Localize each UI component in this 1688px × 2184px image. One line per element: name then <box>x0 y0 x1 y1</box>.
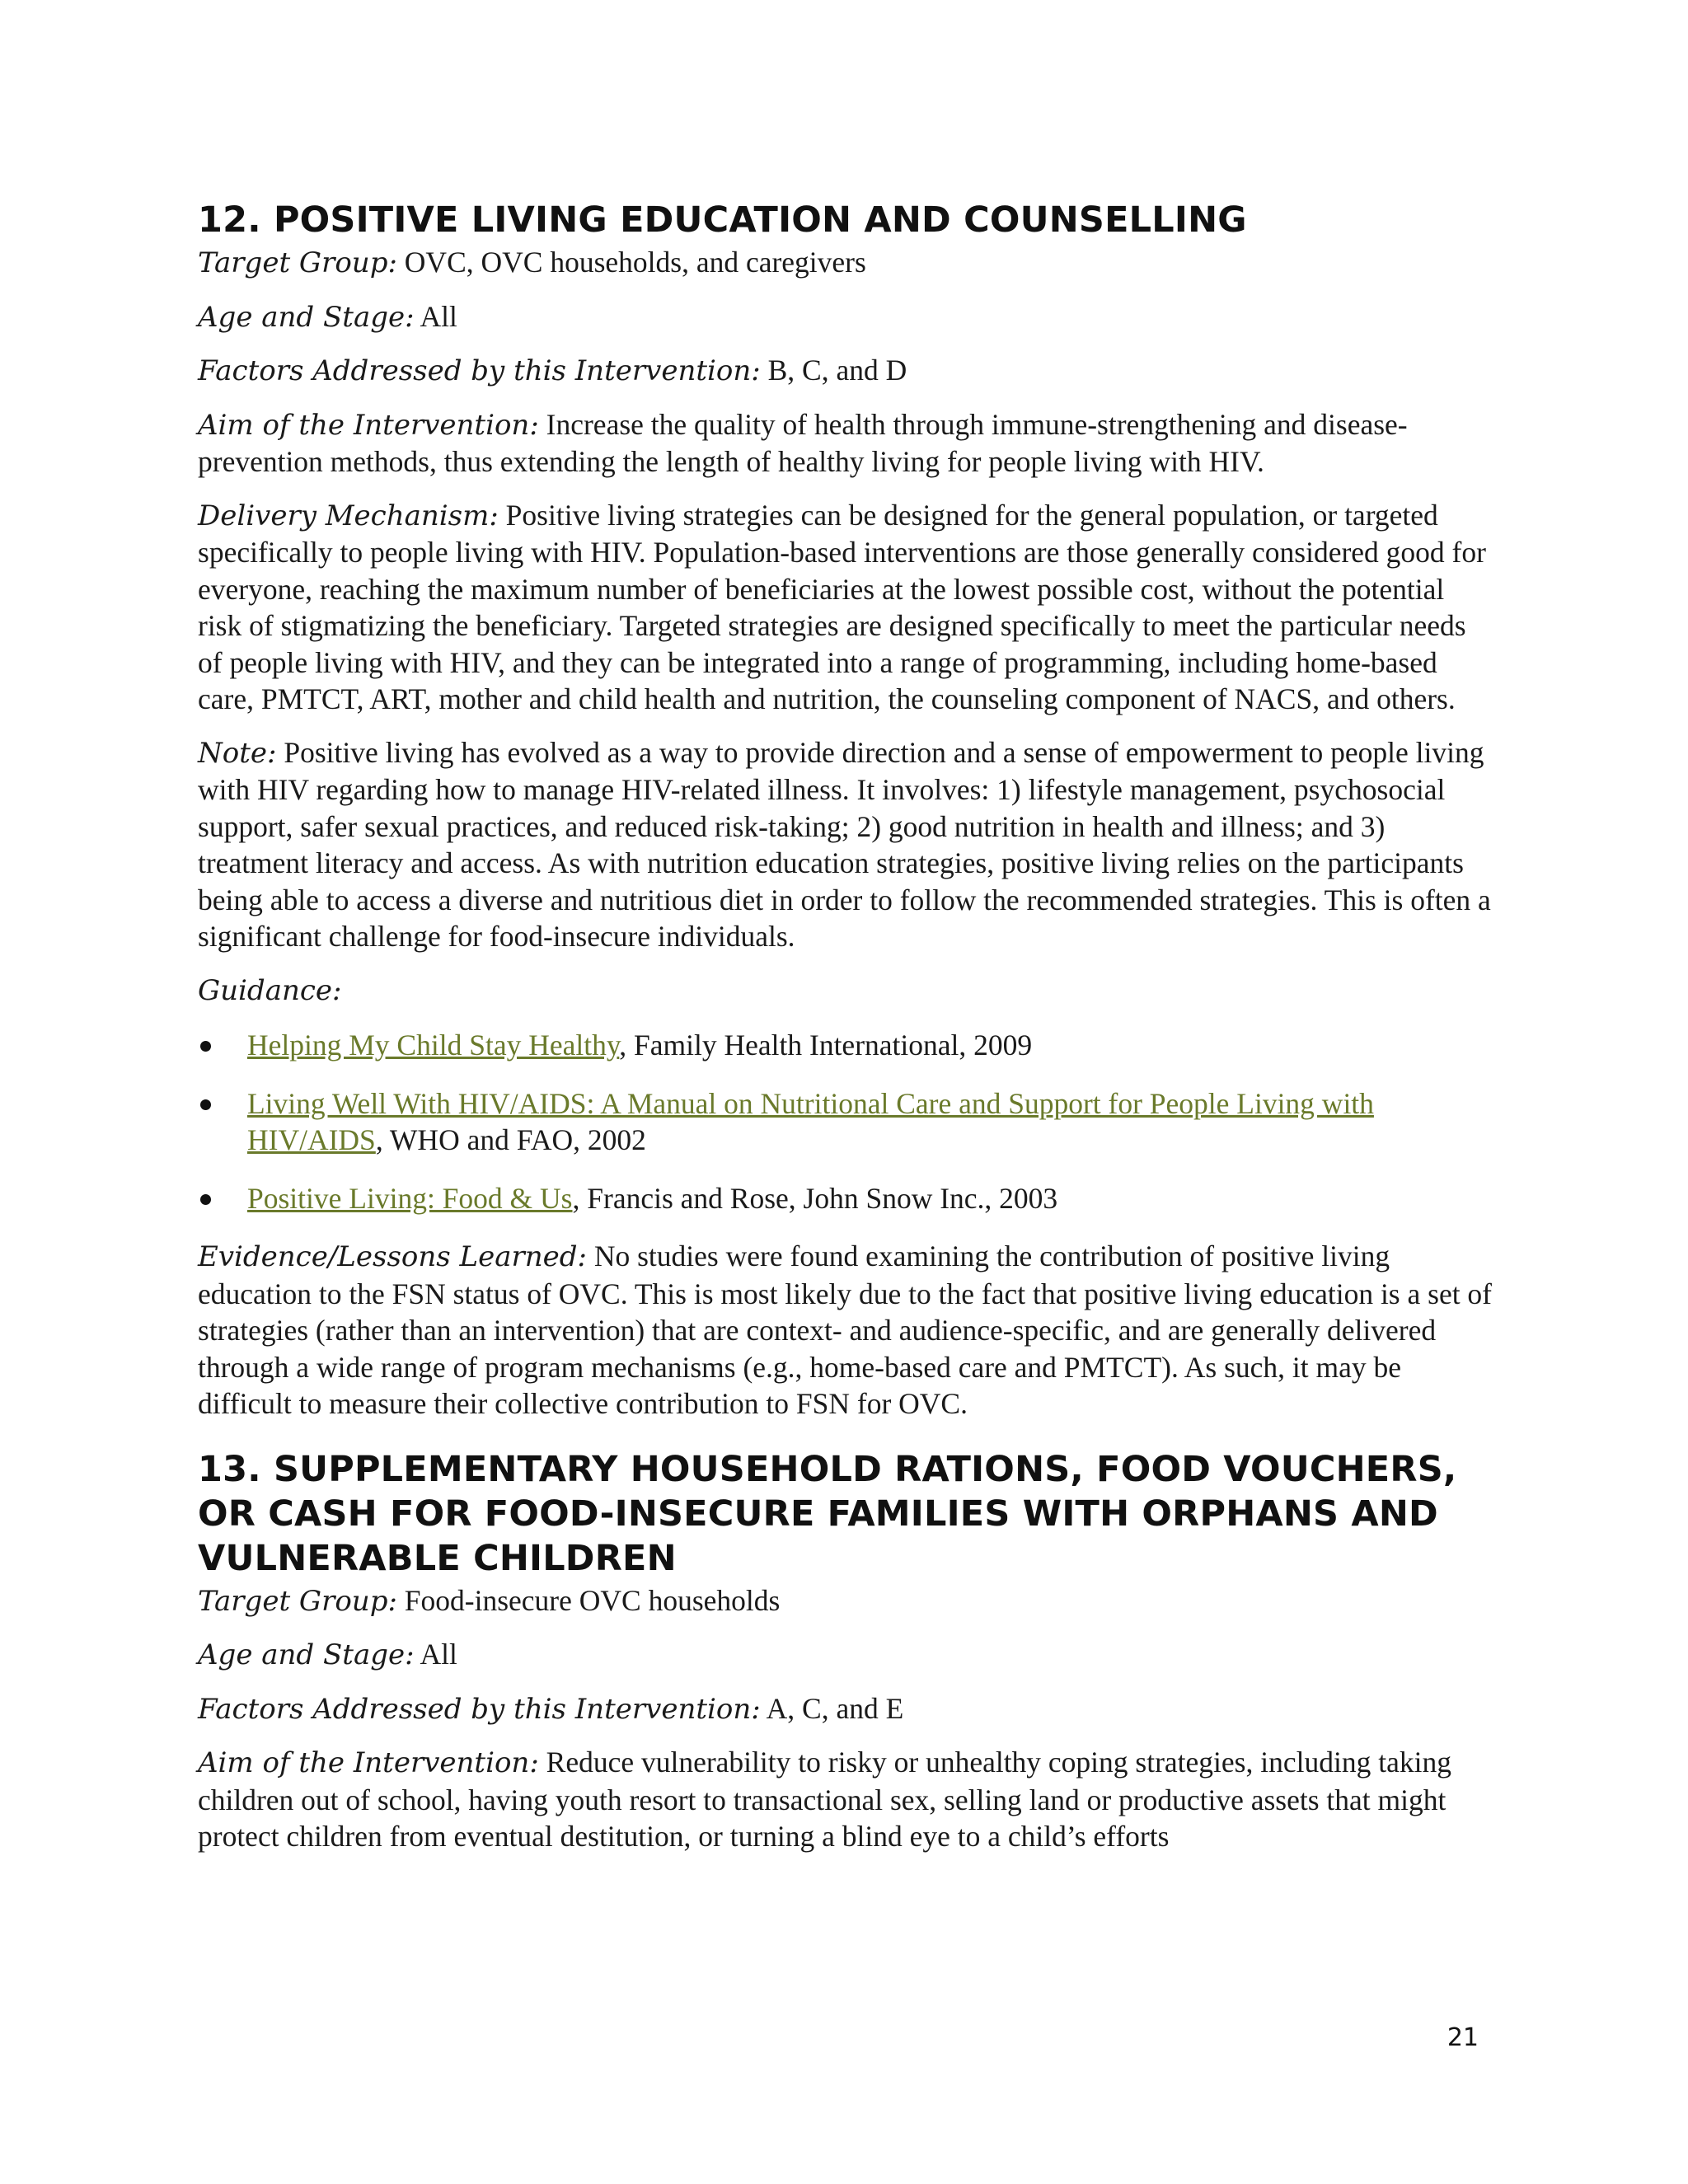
age-stage-label: Age and Stage: <box>198 300 415 334</box>
delivery-paragraph <box>198 497 1492 718</box>
guidance-link-living-well[interactable]: Living Well With HIV/AIDS: A Manual on Nutritional Care and Support for People Living with HIV/AIDS <box>247 1086 1374 1156</box>
factors-field <box>198 1690 1492 1728</box>
guidance-label: Guidance: <box>198 973 342 1007</box>
target-group-field <box>198 1582 1492 1620</box>
guidance-heading <box>198 972 1492 1010</box>
aim-text: Increase the quality of health through immune-strengthening and disease-prevention methods, thus extending the length of healthy living for people living with HIV. <box>198 407 1408 478</box>
section-13-heading: 13. SUPPLEMENTARY HOUSEHOLD RATIONS, FOOD VOUCHERS, OR CASH FOR FOOD-INSECURE FAMILIES WITH ORPHANS AND VULNERABLE CHILDREN <box>198 1448 1457 1579</box>
evidence-paragraph <box>198 1238 1492 1422</box>
age-stage-field <box>198 1636 1492 1674</box>
target-group-field <box>198 244 1492 282</box>
aim-paragraph <box>198 406 1492 480</box>
aim-paragraph <box>198 1744 1492 1855</box>
target-group-value: Food-insecure OVC households <box>396 1583 781 1617</box>
guidance-link-helping-my-child[interactable]: Helping My Child Stay Healthy <box>247 1029 620 1062</box>
delivery-label: Delivery Mechanism: <box>198 499 499 532</box>
guidance-item <box>198 1085 1492 1159</box>
factors-field <box>198 352 1492 390</box>
guidance-citation: , Francis and Rose, John Snow Inc., 2003 <box>572 1181 1058 1215</box>
bullet-icon <box>200 1194 211 1205</box>
factors-value: A, C, and E <box>760 1691 904 1725</box>
evidence-text: No studies were found examining the contribution of positive living education to the FSN status of OVC. This is most likely due to the fact that positive living education is a set of strategies (rather than an intervention) that are context- and audience-specific, and are generally delivered through a wide range of program mechanisms (e.g., home-based care and PMTCT). As such, it may be difficult to measure their collective contribution to FSN for OVC. <box>198 1240 1493 1420</box>
note-paragraph <box>198 734 1492 955</box>
note-label: Note: <box>198 736 277 770</box>
guidance-item <box>198 1027 1492 1064</box>
target-group-label: Target Group: <box>198 1584 397 1618</box>
guidance-item <box>198 1180 1492 1217</box>
target-group-label: Target Group: <box>198 246 397 279</box>
age-stage-field <box>198 298 1492 336</box>
evidence-label: Evidence/Lessons Learned: <box>198 1240 587 1273</box>
note-text: Positive living has evolved as a way to provide direction and a sense of empowerment to people living with HIV regarding how to manage HIV-related illness. It involves: 1) lifestyle management, psychosocial support, safer sexual practices, and reduced risk-taking; 2) good nutrition in health and illness; and 3) treatment literacy and access. As with nutrition education strategies, positive living relies on the participants being able to access a diverse and nutritious diet in order to follow the recommended strategies. This is often a significant challenge for food-insecure individuals. <box>198 735 1491 953</box>
aim-label: Aim of the Intervention: <box>198 408 539 442</box>
delivery-text: Positive living strategies can be designed for the general population, or targeted specifically to people living with HIV. Population-based interventions are those generally considered good for everyone, reaching the maximum number of beneficiaries at the lowest possible cost, without the potential risk of stigmatizing the beneficiary. Targeted strategies are designed specifically to meet the particular needs of people living with HIV, and they can be integrated into a range of programming, including home-based care, PMTCT, ART, mother and child health and nutrition, the counseling component of NACS, and others. <box>198 498 1486 715</box>
guidance-list <box>198 1027 1492 1216</box>
age-stage-value: All <box>414 299 457 333</box>
bullet-icon <box>200 1041 211 1052</box>
page-number: 21 <box>1447 2023 1479 2052</box>
aim-text: Reduce vulnerability to risky or unhealthy coping strategies, including taking children out of school, having youth resort to transactional sex, selling land or productive assets that might protect children from eventual destitution, or turning a blind eye to a child’s efforts <box>198 1746 1451 1853</box>
section-12-heading: 12. POSITIVE LIVING EDUCATION AND COUNSELLING <box>198 199 1247 241</box>
factors-label: Factors Addressed by this Intervention: <box>198 1692 761 1726</box>
factors-label: Factors Addressed by this Intervention: <box>198 354 761 387</box>
age-stage-value: All <box>414 1638 457 1671</box>
age-stage-label: Age and Stage: <box>198 1638 415 1671</box>
guidance-link-positive-living[interactable]: Positive Living: Food & Us <box>247 1181 573 1215</box>
section-13 <box>198 1447 1492 1855</box>
factors-value: B, C, and D <box>760 354 907 387</box>
guidance-citation: , WHO and FAO, 2002 <box>375 1123 646 1156</box>
target-group-value: OVC, OVC households, and caregivers <box>396 246 866 279</box>
bullet-icon <box>200 1099 211 1110</box>
guidance-citation: , Family Health International, 2009 <box>619 1029 1033 1062</box>
document-page <box>198 198 1492 1872</box>
aim-label: Aim of the Intervention: <box>198 1746 539 1779</box>
